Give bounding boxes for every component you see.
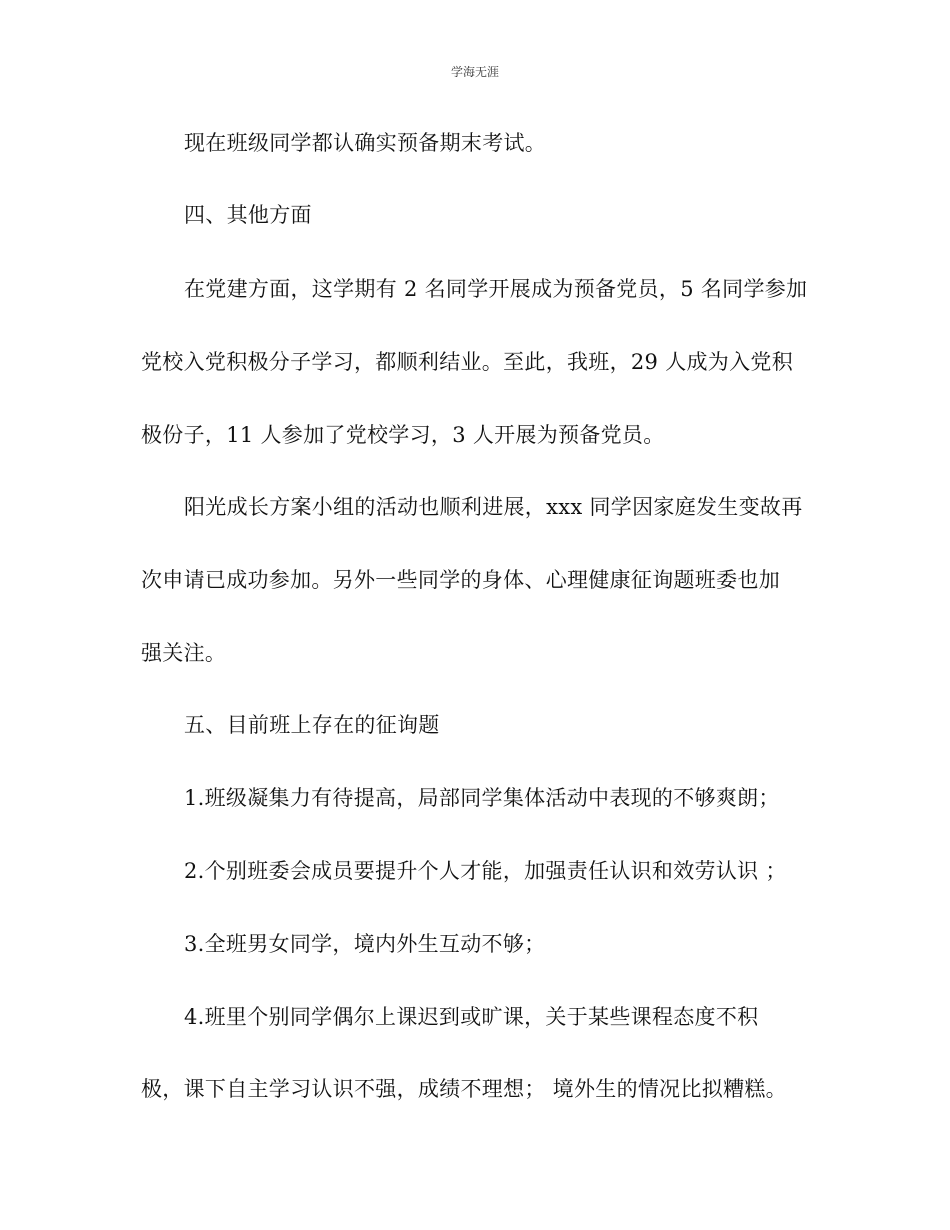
text-line: 在党建方面，这学期有 2 名同学开展成为预备党员，5 名同学参加 [184, 277, 808, 301]
list-item: 3.全班男女同学，境内外生互动不够； [184, 932, 546, 956]
text-line: 党校入党积极分子学习，都顺利结业。至此，我班，29 人成为入党积 [141, 350, 793, 374]
text-line: 极份子，11 人参加了党校学习，3 人开展为预备党员。 [141, 423, 665, 447]
section-heading: 四、其他方面 [184, 203, 312, 227]
text-line: 强关注。 [141, 641, 227, 665]
text-line: 次申请已成功参加。另外一些同学的身体、心理健康征询题班委也加 [141, 568, 780, 592]
section-heading: 五、目前班上存在的征询题 [184, 713, 440, 737]
list-item: 4.班里个别同学偶尔上课迟到或旷课，关于某些课程态度不积 [184, 1005, 759, 1029]
list-item: 2.个别班委会成员要提升个人才能，加强责任认识和效劳认识 ； [184, 859, 787, 883]
list-item: 1.班级凝集力有待提高，局部同学集体活动中表现的不够爽朗； [184, 786, 780, 810]
text-line: 阳光成长方案小组的活动也顺利进展，xxx 同学因家庭发生变故再 [184, 495, 803, 519]
page-header: 学海无涯 [450, 65, 499, 79]
list-item-continuation: 极，课下自主学习认识不强，成绩不理想； 境外生的情况比拟糟糕。 [141, 1077, 787, 1101]
text-line: 现在班级同学都认确实预备期末考试。 [184, 131, 547, 155]
